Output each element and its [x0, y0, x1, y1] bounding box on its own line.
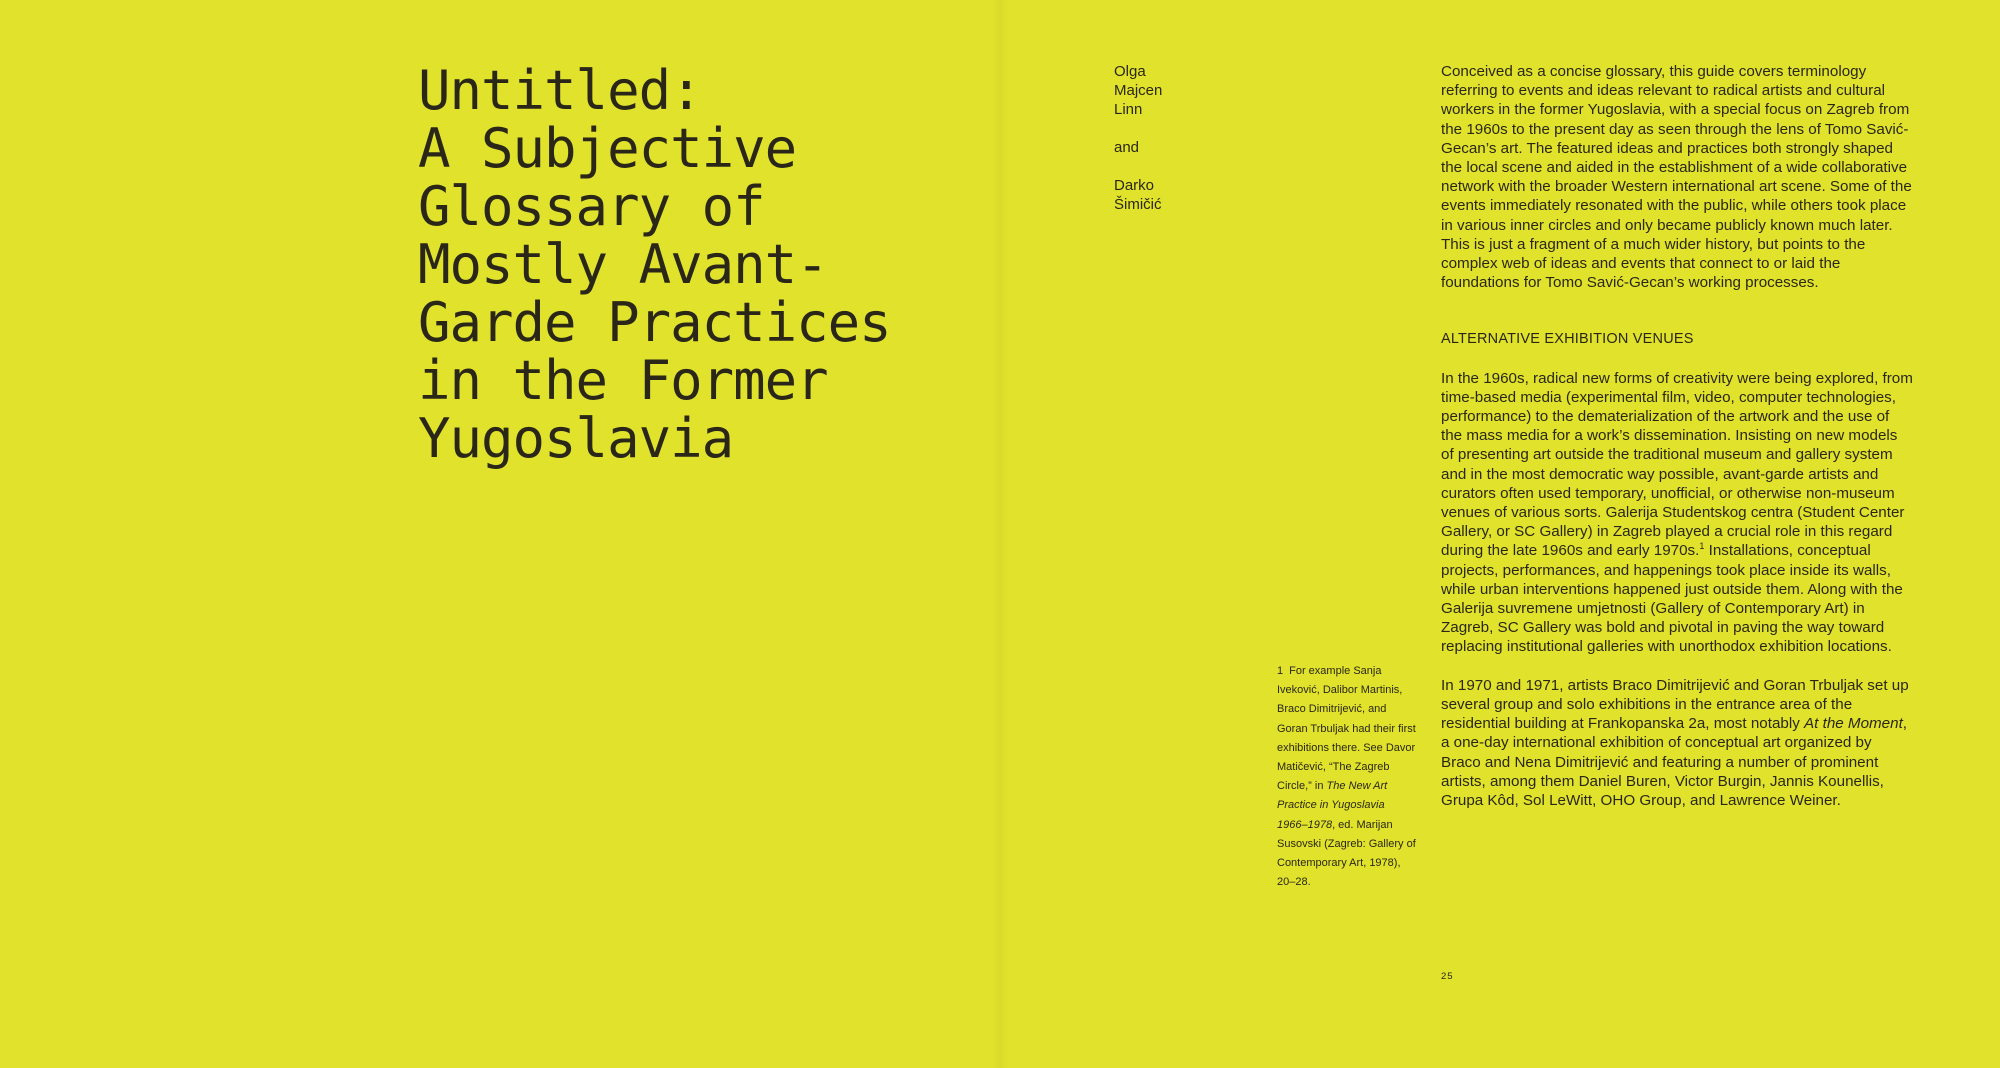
title-line: Yugoslavia [418, 407, 734, 470]
title-line: Garde Practices [418, 291, 891, 354]
title-line: Untitled: [418, 59, 702, 122]
section-heading: ALTERNATIVE EXHIBITION VENUES [1441, 331, 1694, 348]
paragraph-text: In 1970 and 1971, artists Braco Dimitrijević and Goran Trbuljak set up several group and solo exhibitions in the entrance area of the residential building at Frankopanska 2a, most notably [1441, 676, 1909, 733]
footnote-text: For example Sanja Iveković, Dalibor Martinis, Braco Dimitrijević, and Goran Trbuljak had their first exhibitions there. See Davor Matičević, “The Zagreb Circle,” in [1277, 665, 1416, 793]
author-first-name: Olga [1114, 63, 1146, 80]
page-gutter [992, 0, 1008, 1068]
body-text [1441, 62, 1913, 810]
author-first-name: Darko [1114, 177, 1155, 194]
paragraph-text: Installations, conceptual projects, performances, and happenings took place inside its walls, while urban interventions happened just outside them. Along with the Galerija suvremene umjetnosti (Gallery of Contemporary Art) in Zagreb, SC Gallery was bold and pivotal in paving the way toward replacing institutional galleries with unorthodox exhibition locations. [1441, 542, 1903, 656]
book-title: The New Art Practice in Yugoslavia 1966–1978 [1277, 780, 1388, 831]
author-spacer [1114, 157, 1224, 176]
author-credits [1114, 62, 1224, 214]
title-line: A Subjective [418, 117, 797, 180]
paragraph-text: , a one-day international exhibition of conceptual art organized by Braco and Nena Dimitrijević and featuring a number of prominent artists, among them Daniel Buren, Victor Burgin, Jannis Kounellis, Grupa Kôd, Sol LeWitt, OHO Group, and Lawrence Weiner. [1441, 715, 1908, 809]
author-last-name: Šimičić [1114, 196, 1162, 213]
footnote-text: , ed. Marijan Susovski (Zagreb: Gallery of Contemporary Art, 1978), 20–28. [1277, 818, 1416, 889]
page-number: 25 [1441, 971, 1454, 982]
author-middle-name: Majcen [1114, 82, 1163, 99]
author-last-name: Linn [1114, 101, 1143, 118]
body-paragraph [1441, 369, 1913, 657]
footnote-reference: 1 [1699, 541, 1705, 552]
footnote [1277, 662, 1417, 892]
chapter-title [418, 59, 938, 470]
paragraph-text: In the 1960s, radical new forms of creativity were being explored, from time-based media (experimental film, video, computer technologies, performance) to the dematerialization of the artwork and the use of the mass media for a work’s dissemination. Insisting on new models of presenting art outside the traditional museum and gallery system and in the most democratic way possible, avant-garde artists and curators often used temporary, unofficial, or otherwise non-museum venues of various sorts. Galerija Studentskog centra (Student Center Gallery, or SC Gallery) in Zagreb played a crucial role in this regard during the late 1960s and early 1970s. [1441, 369, 1913, 560]
body-paragraph [1441, 676, 1913, 810]
title-line: in the Former [418, 349, 828, 412]
exhibition-title: At the Moment [1804, 715, 1903, 733]
footnote-number: 1 [1277, 665, 1284, 677]
author-spacer [1114, 119, 1224, 138]
author-conjunction: and [1114, 139, 1140, 156]
intro-paragraph: Conceived as a concise glossary, this guide covers terminology referring to events and ideas relevant to radical artists and cultural workers in the former Yugoslavia, with a special focus on Zagreb from the 1960s to the present day as seen through the lens of Tomo Savić-Gecan’s art. The featured ideas and practices both strongly shaped the local scene and aided in the establishment of a wide collaborative network with the broader Western international art scene. Some of the events immediately resonated with the public, while others took place in various inner circles and only became publicly known much later. This is just a fragment of a much wider history, but points to the complex web of ideas and events that connect to or laid the foundations for Tomo Savić-Gecan’s working processes. [1441, 63, 1912, 292]
title-line: Mostly Avant- [418, 233, 828, 296]
title-line: Glossary of [418, 175, 765, 238]
